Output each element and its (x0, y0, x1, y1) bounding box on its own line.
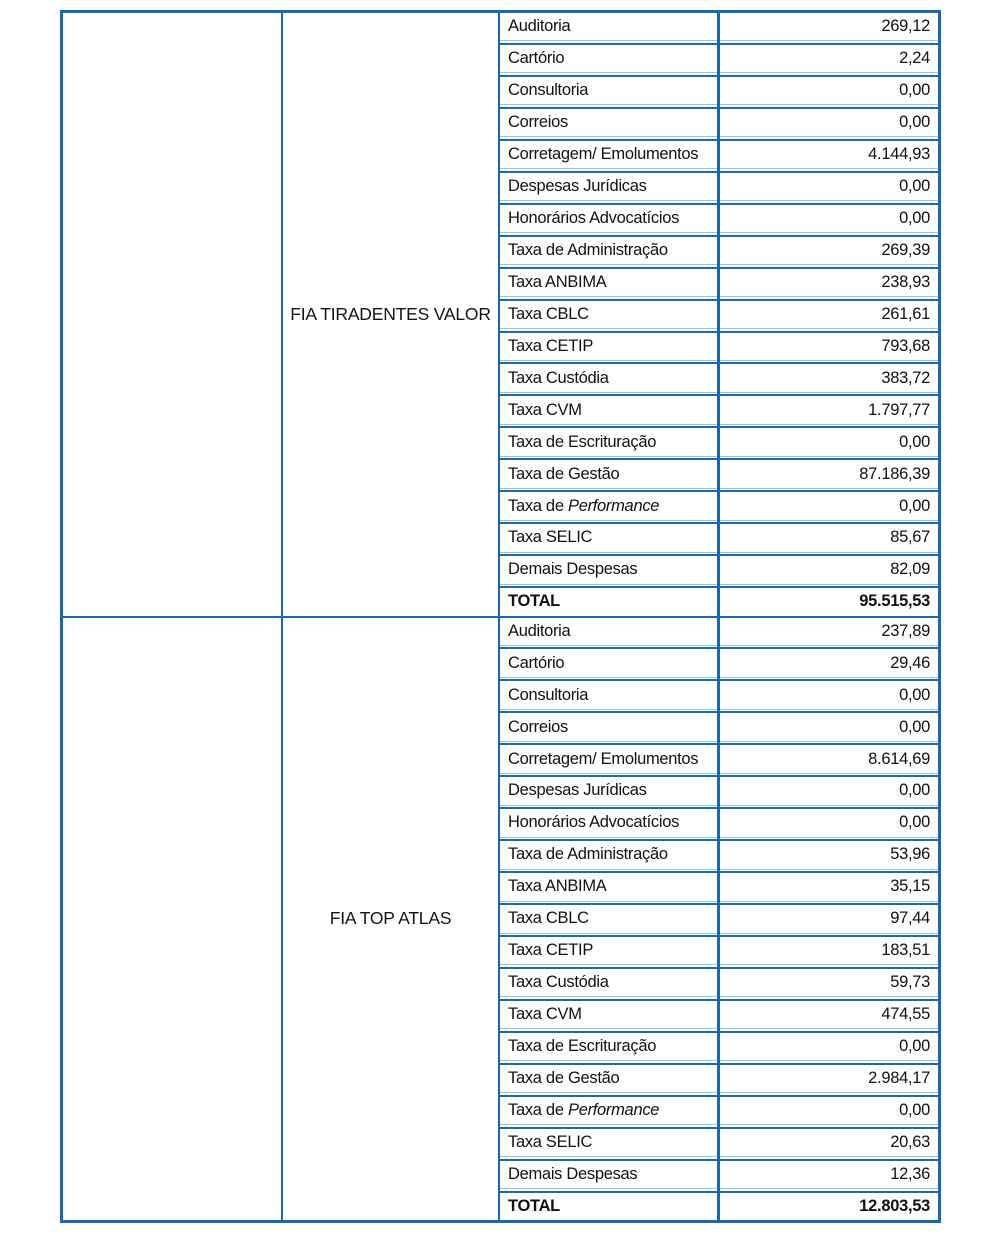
expense-label-cell (500, 618, 717, 645)
expense-label: Consultoria (508, 81, 589, 100)
expense-label-cell (500, 524, 717, 551)
expense-label-cell (500, 1033, 717, 1060)
expense-label: Taxa CETIP (508, 941, 594, 960)
expense-row (500, 807, 938, 837)
expense-row (500, 999, 938, 1029)
expense-value-cell (717, 173, 938, 200)
fund-name-cell (283, 13, 500, 616)
section-rows (500, 13, 938, 616)
expense-label-cell (500, 1193, 717, 1220)
expense-label: Taxa de Performance (508, 1101, 660, 1120)
section-rows (500, 618, 938, 1221)
expense-row (500, 331, 938, 361)
expense-label: Honorários Advocatícios (508, 813, 680, 832)
expense-row (500, 1095, 938, 1125)
expense-label-cell (500, 364, 717, 391)
expense-value: 0,00 (899, 685, 930, 704)
expense-label-cell (500, 588, 717, 615)
expense-value: 8.614,69 (868, 749, 930, 768)
expense-label: Correios (508, 113, 568, 132)
fund-name: FIA TIRADENTES VALOR (290, 303, 491, 324)
expense-value: 95.515,53 (859, 592, 930, 611)
expense-row (500, 75, 938, 105)
expense-value: 0,00 (899, 208, 930, 227)
expense-value: 238,93 (881, 272, 930, 291)
expense-value: 82,09 (890, 560, 930, 579)
expense-row (500, 458, 938, 488)
expense-label: Corretagem/ Emolumentos (508, 145, 699, 164)
empty-cell (63, 618, 283, 1221)
expense-value-cell (717, 13, 938, 40)
expense-label-cell (500, 873, 717, 900)
expense-label: Cartório (508, 49, 565, 68)
expense-row (500, 967, 938, 997)
expense-value: 53,96 (890, 845, 930, 864)
fund-name: FIA TOP ATLAS (329, 908, 452, 929)
expense-label: Cartório (508, 653, 565, 672)
expense-value: 2.984,17 (868, 1069, 930, 1088)
expense-value-cell (717, 1065, 938, 1092)
expense-value: 383,72 (881, 368, 930, 387)
expense-label: Taxa de Gestão (508, 464, 620, 483)
expense-label: Auditoria (508, 17, 571, 36)
expense-row (500, 586, 938, 615)
expense-value: 97,44 (890, 909, 930, 928)
expense-label: Taxa Custódia (508, 973, 609, 992)
expense-value: 0,00 (899, 432, 930, 451)
expense-row (500, 775, 938, 805)
expense-value: 0,00 (899, 717, 930, 736)
expense-label-cell (500, 45, 717, 72)
expense-label: Despesas Jurídicas (508, 176, 647, 195)
expense-label-cell (500, 141, 717, 168)
expense-value: 269,39 (881, 240, 930, 259)
expense-value: 0,00 (899, 176, 930, 195)
expense-label-cell (500, 713, 717, 740)
expense-row (500, 13, 938, 41)
expense-value-cell (717, 713, 938, 740)
expense-label: Taxa Custódia (508, 368, 609, 387)
expense-row (500, 618, 938, 646)
expense-label-cell (500, 1129, 717, 1156)
expense-label: Demais Despesas (508, 560, 638, 579)
expense-value-cell (717, 45, 938, 72)
expense-label: Corretagem/ Emolumentos (508, 749, 699, 768)
expense-value-cell (717, 1161, 938, 1188)
expense-label: Taxa ANBIMA (508, 877, 607, 896)
fund-section (63, 616, 938, 1221)
expense-label-cell (500, 1065, 717, 1092)
expense-value-cell (717, 1193, 938, 1220)
expense-row (500, 235, 938, 265)
expense-value: 35,15 (890, 877, 930, 896)
expense-row (500, 1127, 938, 1157)
expense-label-cell (500, 681, 717, 708)
expense-label: Honorários Advocatícios (508, 208, 680, 227)
expense-value: 12.803,53 (859, 1196, 930, 1215)
expense-label: Auditoria (508, 621, 571, 640)
expense-value: 12,36 (890, 1164, 930, 1183)
expense-label: Taxa de Performance (508, 496, 660, 515)
expense-label-cell (500, 333, 717, 360)
expense-value-cell (717, 969, 938, 996)
expense-value: 4.144,93 (868, 145, 930, 164)
expense-value-cell (717, 77, 938, 104)
expense-label-cell (500, 1001, 717, 1028)
expense-row (500, 679, 938, 709)
expense-value: 0,00 (899, 496, 930, 515)
expense-label-cell (500, 205, 717, 232)
expense-label-cell (500, 301, 717, 328)
expense-row (500, 1191, 938, 1220)
expense-value-cell (717, 618, 938, 645)
expense-label: Taxa ANBIMA (508, 272, 607, 291)
expense-label: Taxa de Administração (508, 845, 668, 864)
expense-label-cell (500, 460, 717, 487)
expense-row (500, 554, 938, 584)
expense-value-cell (717, 905, 938, 932)
expense-label: Taxa SELIC (508, 1132, 593, 1151)
expense-value-cell (717, 109, 938, 136)
expense-row (500, 935, 938, 965)
fund-section (63, 13, 938, 616)
expense-value: 0,00 (899, 113, 930, 132)
expense-value-cell (717, 396, 938, 423)
expense-value-cell (717, 841, 938, 868)
expense-row (500, 1031, 938, 1061)
expense-label-cell (500, 841, 717, 868)
expense-row (500, 647, 938, 677)
expense-value-cell (717, 681, 938, 708)
expense-value-cell (717, 364, 938, 391)
expense-label: Demais Despesas (508, 1164, 638, 1183)
expense-row (500, 299, 938, 329)
expense-row (500, 139, 938, 169)
expense-label: TOTAL (508, 592, 560, 611)
expense-label-cell (500, 428, 717, 455)
expense-value-cell (717, 1033, 938, 1060)
expense-value: 0,00 (899, 1101, 930, 1120)
expense-label: TOTAL (508, 1196, 560, 1215)
expense-value: 261,61 (881, 304, 930, 323)
expense-row (500, 903, 938, 933)
expense-label: Taxa CBLC (508, 304, 589, 323)
expense-value: 793,68 (881, 336, 930, 355)
expense-label: Taxa de Gestão (508, 1069, 620, 1088)
expense-value: 0,00 (899, 781, 930, 800)
expense-label: Consultoria (508, 685, 589, 704)
expense-row (500, 743, 938, 773)
expense-row (500, 839, 938, 869)
expense-value: 0,00 (899, 1037, 930, 1056)
expense-row (500, 711, 938, 741)
expense-label: Taxa de Administração (508, 240, 668, 259)
expense-label-cell (500, 109, 717, 136)
expense-value-cell (717, 777, 938, 804)
expense-value-cell (717, 1129, 938, 1156)
expense-value-cell (717, 428, 938, 455)
expense-value-cell (717, 524, 938, 551)
expense-value-cell (717, 556, 938, 583)
expense-label-cell (500, 1097, 717, 1124)
expense-label-cell (500, 937, 717, 964)
expense-label-cell (500, 1161, 717, 1188)
expense-label: Taxa de Escrituração (508, 1037, 657, 1056)
expense-label: Taxa SELIC (508, 528, 593, 547)
expense-label: Taxa CBLC (508, 909, 589, 928)
expense-label-cell (500, 173, 717, 200)
expense-label: Taxa CVM (508, 400, 582, 419)
expense-label: Taxa CVM (508, 1005, 582, 1024)
expense-label-cell (500, 745, 717, 772)
expense-value: 85,67 (890, 528, 930, 547)
expense-row (500, 871, 938, 901)
expense-value-cell (717, 237, 938, 264)
expense-value: 0,00 (899, 813, 930, 832)
expense-value-cell (717, 588, 938, 615)
expense-value: 269,12 (881, 17, 930, 36)
expense-value-cell (717, 937, 938, 964)
empty-cell (63, 13, 283, 616)
expense-row (500, 426, 938, 456)
expense-value-cell (717, 301, 938, 328)
expense-value: 183,51 (881, 941, 930, 960)
expense-row (500, 1159, 938, 1189)
fund-name-cell (283, 618, 500, 1221)
expense-value: 2,24 (899, 49, 930, 68)
expense-label-cell (500, 77, 717, 104)
expense-label: Despesas Jurídicas (508, 781, 647, 800)
expense-label: Correios (508, 717, 568, 736)
expense-value-cell (717, 745, 938, 772)
expense-value-cell (717, 809, 938, 836)
expense-value-cell (717, 205, 938, 232)
expenses-table (60, 10, 941, 1223)
expense-value-cell (717, 873, 938, 900)
expense-label-cell (500, 237, 717, 264)
expense-value-cell (717, 649, 938, 676)
expense-row (500, 522, 938, 552)
expense-label-cell (500, 777, 717, 804)
expense-label-cell (500, 649, 717, 676)
expense-value-cell (717, 460, 938, 487)
expense-row (500, 171, 938, 201)
expense-row (500, 1063, 938, 1093)
expense-label-cell (500, 969, 717, 996)
expense-label: Taxa CETIP (508, 336, 594, 355)
expense-label-cell (500, 13, 717, 40)
expense-label-cell (500, 396, 717, 423)
expense-row (500, 267, 938, 297)
expense-label-cell (500, 492, 717, 519)
expense-label-cell (500, 905, 717, 932)
expense-value: 474,55 (881, 1005, 930, 1024)
expense-value-cell (717, 269, 938, 296)
expense-value: 29,46 (890, 653, 930, 672)
expense-value-cell (717, 141, 938, 168)
expense-row (500, 107, 938, 137)
expense-value-cell (717, 492, 938, 519)
expense-row (500, 362, 938, 392)
expense-value: 20,63 (890, 1132, 930, 1151)
expense-row (500, 490, 938, 520)
expense-value: 1.797,77 (868, 400, 930, 419)
expense-label-cell (500, 269, 717, 296)
expense-row (500, 203, 938, 233)
expense-value-cell (717, 1097, 938, 1124)
expense-label-cell (500, 556, 717, 583)
expense-value: 0,00 (899, 81, 930, 100)
expense-value: 87.186,39 (859, 464, 930, 483)
expense-value: 237,89 (881, 621, 930, 640)
expense-label: Taxa de Escrituração (508, 432, 657, 451)
expense-value: 59,73 (890, 973, 930, 992)
expense-value-cell (717, 1001, 938, 1028)
expense-row (500, 394, 938, 424)
expense-label-cell (500, 809, 717, 836)
expense-row (500, 43, 938, 73)
expense-value-cell (717, 333, 938, 360)
